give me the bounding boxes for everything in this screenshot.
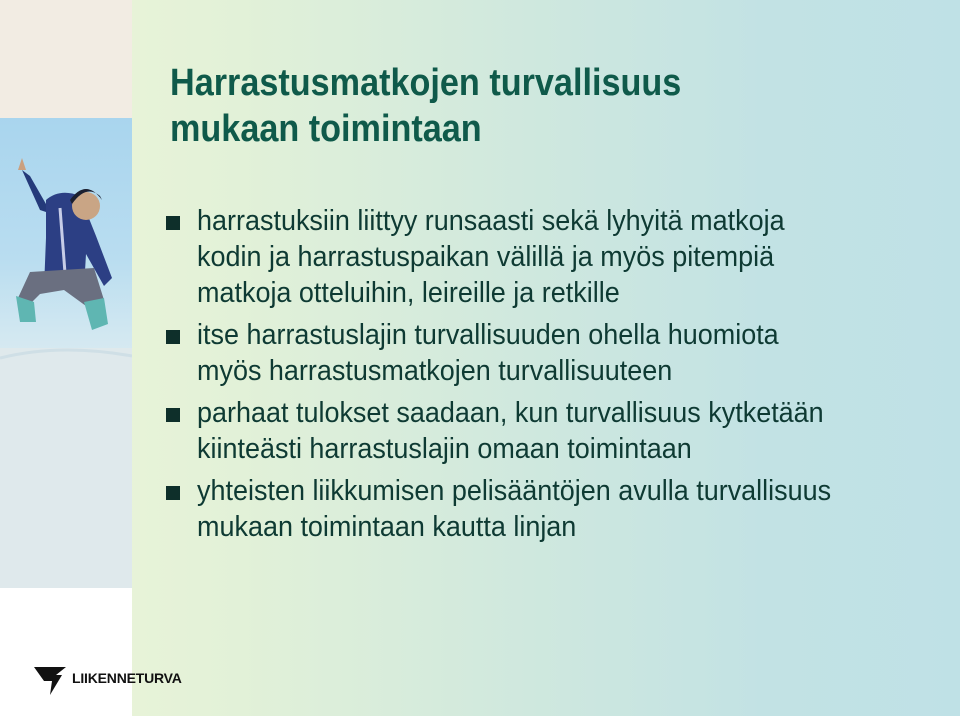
strip-top (0, 0, 132, 118)
bullet-line: mukaan toimintaan kautta linjan (197, 511, 577, 543)
bullet-line: harrastuksiin liittyy runsaasti sekä lyhyitä matkoja (197, 205, 785, 237)
bullet-line: kiinteästi harrastuslajin omaan toimintaan (197, 433, 692, 465)
bullet-text (197, 317, 875, 389)
bullet-line: parhaat tulokset saadaan, kun turvallisuus kytketään (197, 397, 824, 429)
square-bullet-icon (166, 216, 180, 230)
bullet-line: yhteisten liikkumisen pelisääntöjen avulla turvallisuus (197, 475, 832, 507)
bullet-list (166, 203, 926, 551)
logo-text: LIIKENNETURVA (72, 670, 182, 686)
slide-title (170, 60, 681, 152)
square-bullet-icon (166, 486, 180, 500)
bullet-text (197, 473, 875, 545)
bullet-line: itse harrastuslajin turvallisuuden ohella huomiota (197, 319, 779, 351)
square-bullet-icon (166, 408, 180, 422)
bullet-text (197, 395, 875, 467)
title-line: mukaan toimintaan (170, 108, 482, 150)
jumping-child-illustration (0, 118, 132, 588)
bullet-line: kodin ja harrastuspaikan välillä ja myös pitempiä (197, 241, 775, 273)
bullet-item (166, 473, 926, 545)
bullet-text (197, 203, 875, 311)
liikenneturva-logo (32, 659, 192, 699)
square-bullet-icon (166, 330, 180, 344)
left-photo-strip (0, 0, 132, 716)
bullet-line: matkoja otteluihin, leireille ja retkille (197, 277, 620, 309)
jumping-child-photo (0, 118, 132, 588)
bullet-item (166, 317, 926, 389)
bullet-item (166, 203, 926, 311)
bullet-line: myös harrastusmatkojen turvallisuuteen (197, 355, 673, 387)
bullet-item (166, 395, 926, 467)
liikenneturva-logo-icon (32, 661, 68, 697)
title-line: Harrastusmatkojen turvallisuus (170, 62, 682, 104)
